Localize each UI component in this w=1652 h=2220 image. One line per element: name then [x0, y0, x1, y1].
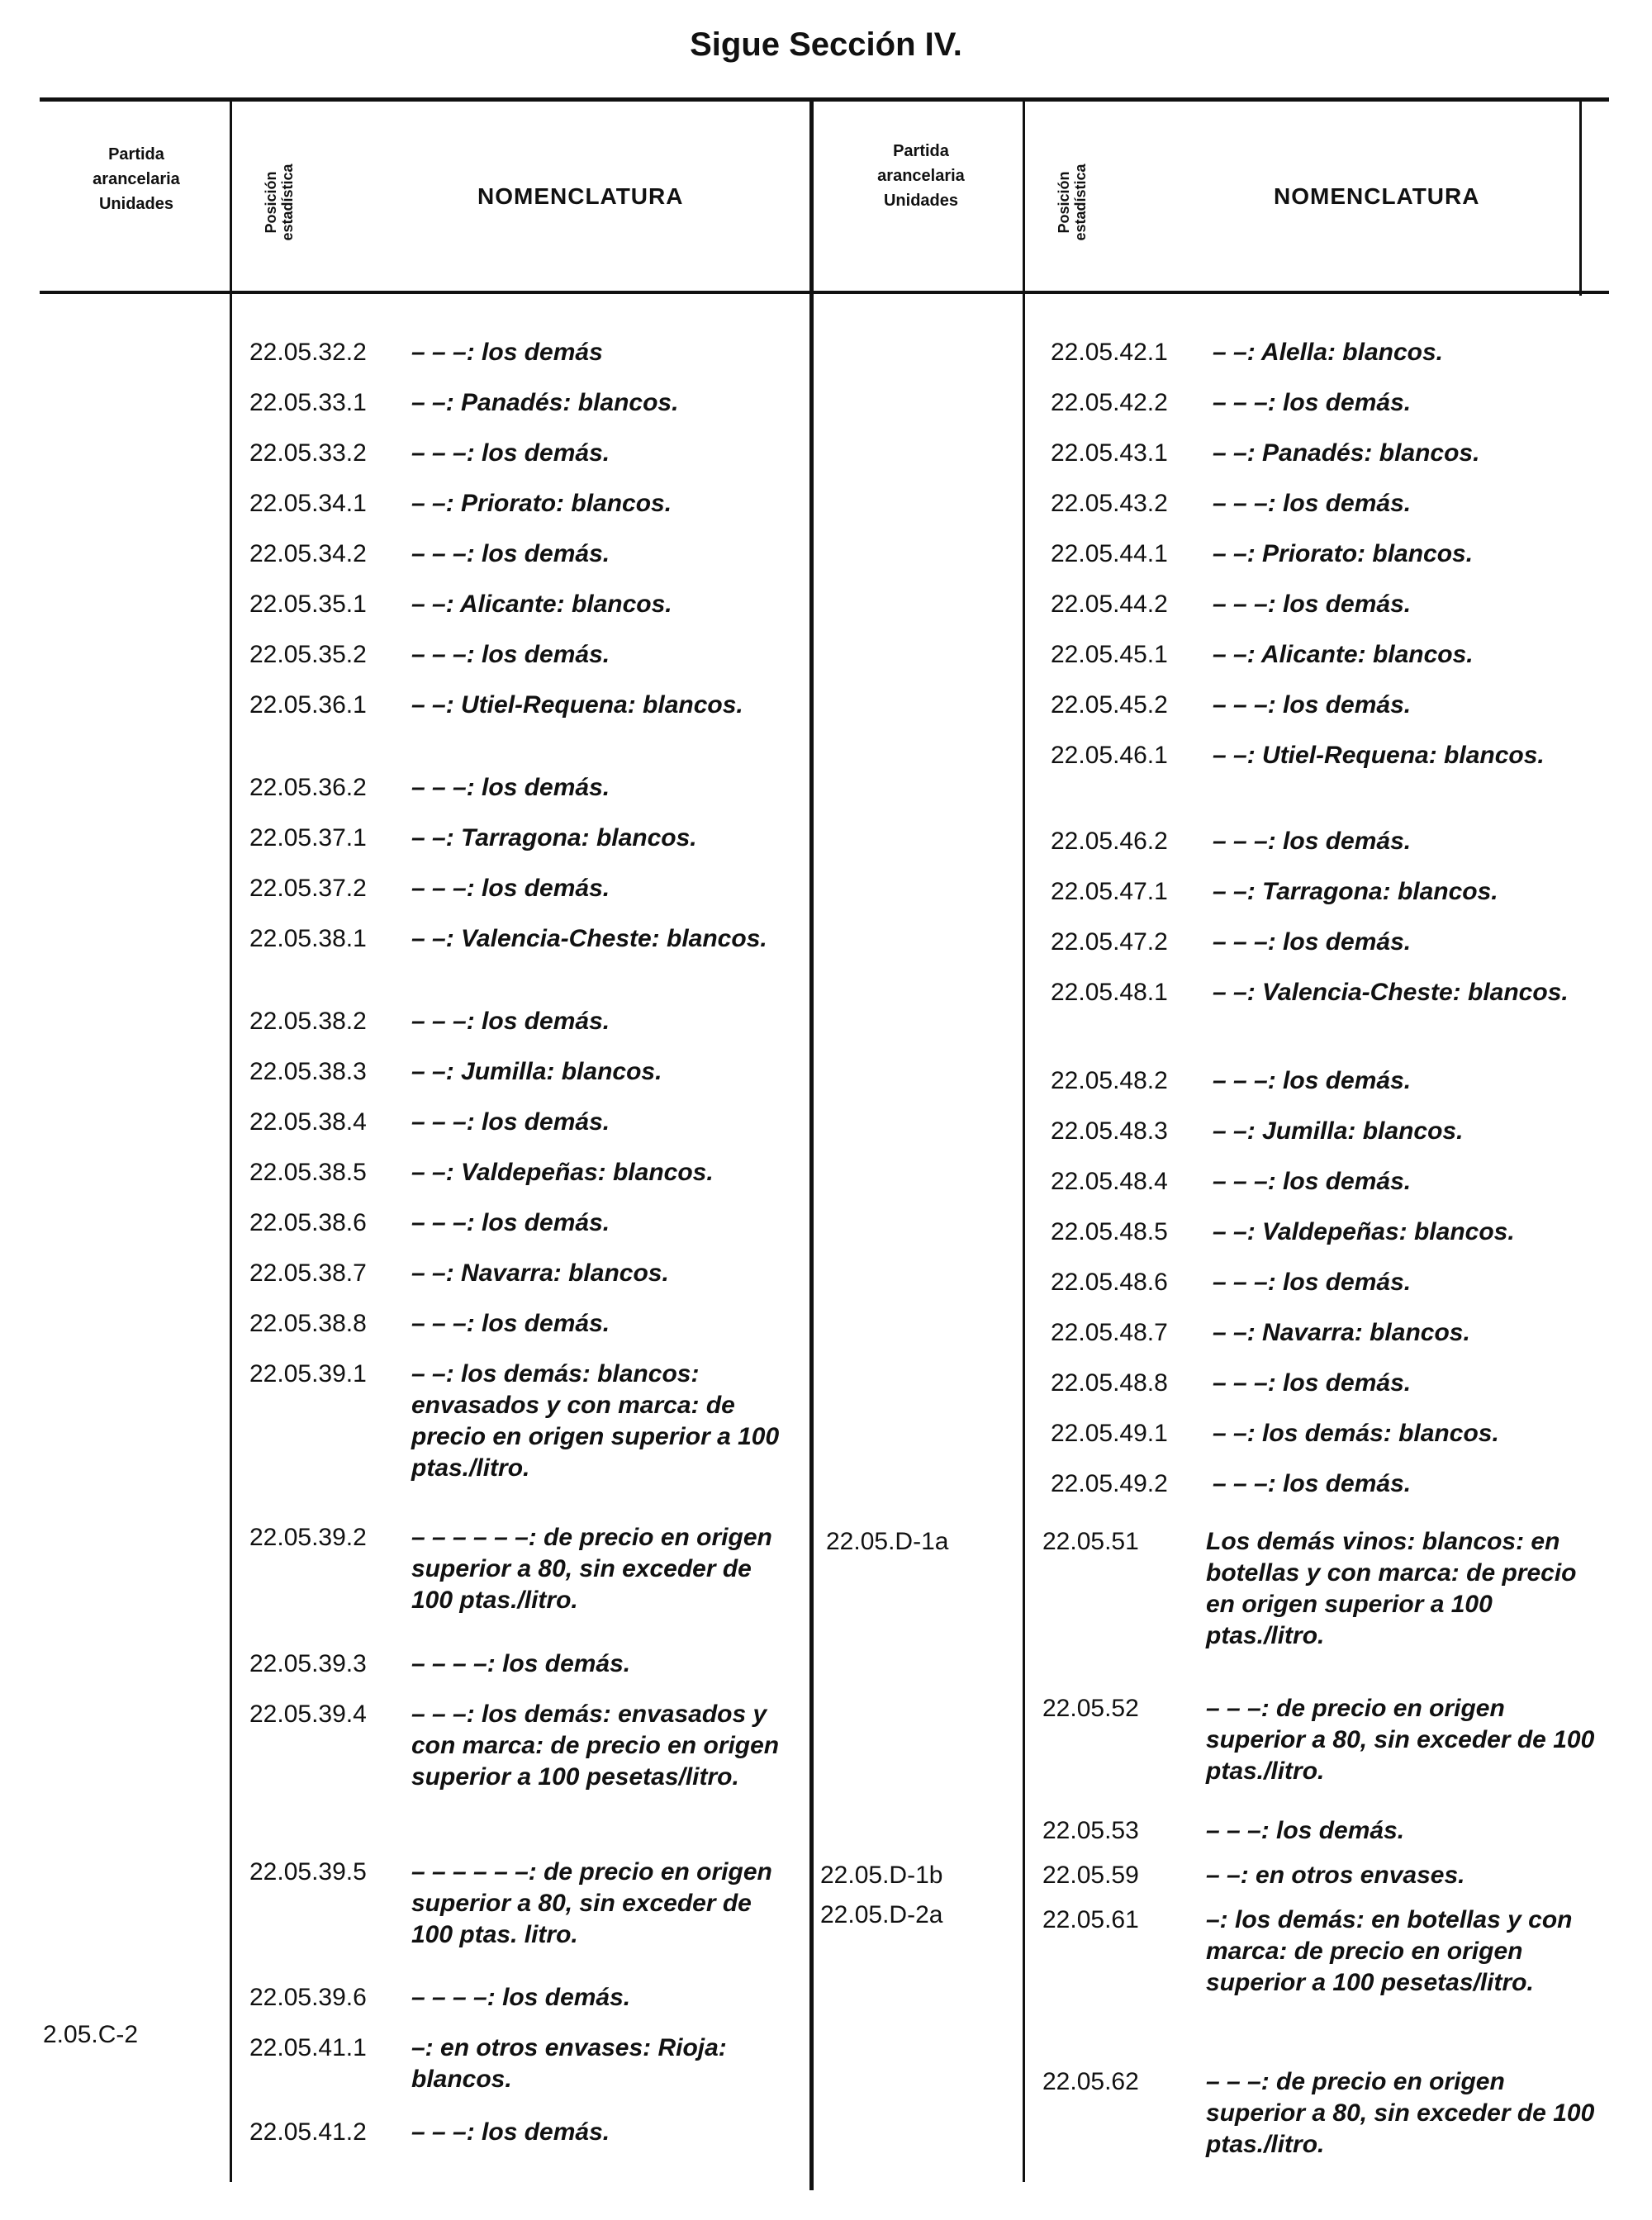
- entry-row: 22.05.53 – – –: los demás.: [1042, 1817, 1405, 1844]
- entry-row: 22.05.45.1 – –: Alicante: blancos.: [1051, 641, 1474, 668]
- entry-row: 22.05.39.1 – –: los demás: blancos: envasados y con marca: de precio en origen superior a 100 ptas./litro.: [249, 1360, 780, 1482]
- entry-row: 22.05.39.3 – – – –: los demás.: [249, 1650, 631, 1677]
- entry-row: 22.05.48.1 – –: Valencia-Cheste: blancos.: [1051, 979, 1569, 1006]
- partida-arancelaria: 22.05.D-1b: [820, 1862, 943, 1889]
- entry-row: 22.05.45.2 – – –: los demás.: [1051, 691, 1412, 719]
- entry-row: 22.05.46.2 – – –: los demás.: [1051, 828, 1412, 855]
- entry-row: 22.05.48.3 – –: Jumilla: blancos.: [1051, 1117, 1464, 1145]
- entry-row: 22.05.48.2 – – –: los demás.: [1051, 1067, 1412, 1094]
- entry-row: 22.05.37.2 – – –: los demás.: [249, 875, 610, 902]
- entry-row: 22.05.35.2 – – –: los demás.: [249, 641, 610, 668]
- entry-row: 22.05.38.1 – –: Valencia-Cheste: blancos.: [249, 925, 767, 952]
- entry-row: 22.05.48.5 – –: Valdepeñas: blancos.: [1051, 1218, 1515, 1245]
- col-divider-right: [1579, 101, 1582, 296]
- section-title: Sigue Sección IV.: [690, 26, 962, 63]
- entry-row: 22.05.33.2 – – –: los demás.: [249, 439, 610, 467]
- entry-row: 22.05.47.2 – – –: los demás.: [1051, 928, 1412, 956]
- entry-row: 22.05.38.6 – – –: los demás.: [249, 1209, 610, 1236]
- entry-row: 22.05.38.5 – –: Valdepeñas: blancos.: [249, 1159, 714, 1186]
- col-divider-3: [1023, 101, 1025, 2182]
- entry-row: 22.05.62 – – –: de precio en origen superior a 80, sin exceder de 100 ptas./litro.: [1042, 2068, 1595, 2158]
- entry-row: 22.05.38.3 – –: Jumilla: blancos.: [249, 1058, 662, 1085]
- entry-row: 22.05.51 Los demás vinos: blancos: en botellas y con marca: de precio en origen superior a 100 ptas./litro.: [1042, 1528, 1577, 1649]
- entry-row: 22.05.39.2 – – – – – –: de precio en origen superior a 80, sin exceder de 100 ptas./litro.: [249, 1524, 772, 1614]
- entry-row: 22.05.39.4 – – –: los demás: envasados y con marca: de precio en origen superior a 100 pesetas/litro.: [249, 1701, 780, 1791]
- entry-row: 22.05.43.1 – –: Panadés: blancos.: [1051, 439, 1480, 467]
- partida-arancelaria: 22.05.D-1a: [826, 1528, 949, 1555]
- header-partida-right: Partida arancelaria Unidades: [877, 142, 965, 210]
- header-posicion-left: Posición estadística: [263, 164, 296, 241]
- entry-row: 22.05.44.2 – – –: los demás.: [1051, 591, 1412, 618]
- col-divider-center: [809, 101, 814, 2190]
- entry-row: 22.05.49.2 – – –: los demás.: [1051, 1470, 1412, 1497]
- header-rule: [40, 291, 1609, 294]
- entry-row: 22.05.37.1 – –: Tarragona: blancos.: [249, 824, 697, 851]
- header-posicion-right: Posición estadística: [1056, 164, 1089, 241]
- entry-row: 22.05.47.1 – –: Tarragona: blancos.: [1051, 878, 1498, 905]
- col-divider-1: [230, 101, 232, 2182]
- entry-row: 22.05.59 – –: en otros envases.: [1042, 1862, 1465, 1889]
- entry-row: 22.05.48.4 – – –: los demás.: [1051, 1168, 1412, 1195]
- entry-row: 22.05.39.5 – – – – – –: de precio en origen superior a 80, sin exceder de 100 ptas. litro.: [249, 1858, 772, 1948]
- entry-row: 22.05.32.2 – – –: los demás: [249, 339, 603, 366]
- entry-row: 22.05.43.2 – – –: los demás.: [1051, 490, 1412, 517]
- entry-row: 22.05.42.1 – –: Alella: blancos.: [1051, 339, 1443, 366]
- partida-arancelaria: 2.05.C-2: [43, 2021, 139, 2048]
- entry-row: 22.05.35.1 – –: Alicante: blancos.: [249, 591, 672, 618]
- entry-row: 22.05.38.4 – – –: los demás.: [249, 1108, 610, 1136]
- entry-row: 22.05.42.2 – – –: los demás.: [1051, 389, 1412, 416]
- entry-row: 22.05.39.6 – – – –: los demás.: [249, 1984, 631, 2011]
- top-rule: [40, 97, 1609, 102]
- entry-row: 22.05.48.6 – – –: los demás.: [1051, 1269, 1412, 1296]
- header-partida-left: Partida arancelaria Unidades: [93, 145, 180, 213]
- entry-row: 22.05.48.8 – – –: los demás.: [1051, 1369, 1412, 1397]
- header-nomenclatura-left: NOMENCLATURA: [477, 183, 684, 209]
- entry-row: 22.05.34.1 – –: Priorato: blancos.: [249, 490, 672, 517]
- header-nomenclatura-right: NOMENCLATURA: [1274, 183, 1480, 209]
- entry-row: 22.05.41.2 – – –: los demás.: [249, 2118, 610, 2146]
- entry-row: 22.05.46.1 – –: Utiel-Requena: blancos.: [1051, 742, 1545, 769]
- entry-row: 22.05.48.7 – –: Navarra: blancos.: [1051, 1319, 1470, 1346]
- entry-row: 22.05.34.2 – – –: los demás.: [249, 540, 610, 567]
- entry-row: 22.05.49.1 – –: los demás: blancos.: [1051, 1420, 1499, 1447]
- entry-row: 22.05.38.7 – –: Navarra: blancos.: [249, 1259, 669, 1287]
- entry-row: 22.05.52 – – –: de precio en origen superior a 80, sin exceder de 100 ptas./litro.: [1042, 1695, 1595, 1785]
- entry-row: 22.05.61 –: los demás: en botellas y con marca: de precio en origen superior a 100 pesetas/litro.: [1042, 1906, 1573, 1996]
- entry-row: 22.05.38.8 – – –: los demás.: [249, 1310, 610, 1337]
- entry-row: 22.05.36.2 – – –: los demás.: [249, 774, 610, 801]
- entry-row: 22.05.33.1 – –: Panadés: blancos.: [249, 389, 679, 416]
- entry-row: 22.05.38.2 – – –: los demás.: [249, 1008, 610, 1035]
- entry-row: 22.05.41.1 –: en otros envases: Rioja: blancos.: [249, 2034, 727, 2093]
- partida-arancelaria: 22.05.D-2a: [820, 1901, 943, 1928]
- entry-row: 22.05.36.1 – –: Utiel-Requena: blancos.: [249, 691, 743, 719]
- entry-row: 22.05.44.1 – –: Priorato: blancos.: [1051, 540, 1474, 567]
